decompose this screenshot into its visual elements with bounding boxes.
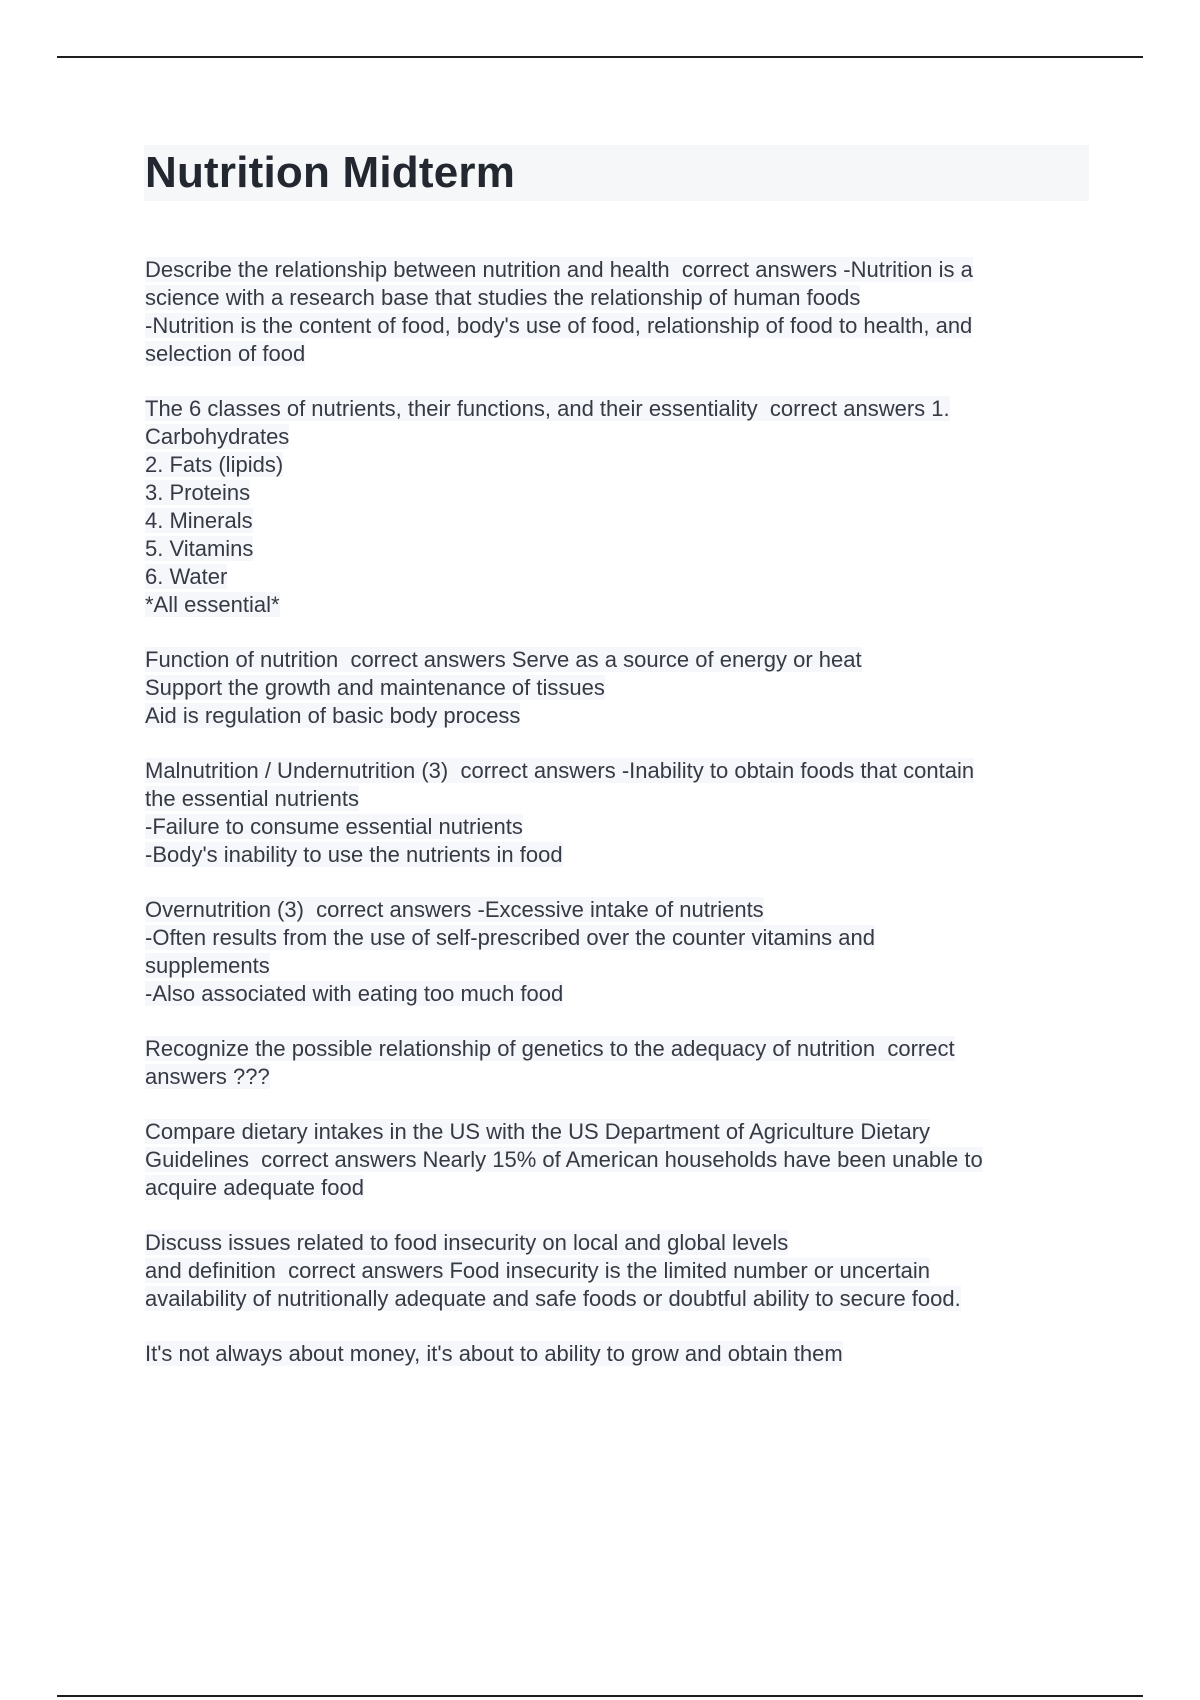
text-line: Discuss issues related to food insecurity on local and global levels <box>145 1230 789 1255</box>
qa-block <box>145 646 1090 730</box>
qa-block <box>145 896 1090 1008</box>
qa-block <box>145 1229 1090 1313</box>
text-line: Overnutrition (3) correct answers -Excessive intake of nutrients <box>145 897 764 922</box>
qa-block <box>145 1340 1090 1368</box>
text-line: 2. Fats (lipids) <box>145 452 284 477</box>
text-line: -Body's inability to use the nutrients in food <box>145 842 563 867</box>
text-line: 4. Minerals <box>145 508 253 533</box>
text-line: acquire adequate food <box>145 1175 364 1200</box>
bottom-rule <box>57 1695 1143 1697</box>
text-line: availability of nutritionally adequate and safe foods or doubtful ability to secure food. <box>145 1286 961 1311</box>
qa-block <box>145 1035 1090 1091</box>
text-line: Function of nutrition correct answers Serve as a source of energy or heat <box>145 647 862 672</box>
qa-block <box>145 395 1090 619</box>
text-line: Recognize the possible relationship of genetics to the adequacy of nutrition correct <box>145 1036 955 1061</box>
page-title: Nutrition Midterm <box>145 148 516 197</box>
text-line: -Failure to consume essential nutrients <box>145 814 523 839</box>
text-line: science with a research base that studies the relationship of human foods <box>145 285 861 310</box>
text-line: 3. Proteins <box>145 480 251 505</box>
text-line: It's not always about money, it's about to ability to grow and obtain them <box>145 1341 843 1366</box>
text-line: *All essential* <box>145 592 280 617</box>
text-line: 5. Vitamins <box>145 536 254 561</box>
qa-block <box>145 1118 1090 1202</box>
text-line: selection of food <box>145 341 306 366</box>
document-body <box>145 256 1090 1395</box>
text-line: 6. Water <box>145 564 228 589</box>
text-line: Guidelines correct answers Nearly 15% of American households have been unable to <box>145 1147 983 1172</box>
text-line: -Often results from the use of self-prescribed over the counter vitamins and <box>145 925 875 950</box>
text-line: Support the growth and maintenance of tissues <box>145 675 605 700</box>
qa-block <box>145 256 1090 368</box>
text-line: answers ??? <box>145 1064 270 1089</box>
text-line: Describe the relationship between nutrition and health correct answers -Nutrition is a <box>145 257 973 282</box>
text-line: the essential nutrients <box>145 786 360 811</box>
text-line: -Nutrition is the content of food, body's use of food, relationship of food to health, and <box>145 313 973 338</box>
text-line: Malnutrition / Undernutrition (3) correct answers -Inability to obtain foods that contain <box>145 758 975 783</box>
text-line: and definition correct answers Food insecurity is the limited number or uncertain <box>145 1258 931 1283</box>
top-rule <box>57 56 1143 58</box>
text-line: Compare dietary intakes in the US with the US Department of Agriculture Dietary <box>145 1119 931 1144</box>
text-line: Aid is regulation of basic body process <box>145 703 521 728</box>
text-line: supplements <box>145 953 270 978</box>
text-line: -Also associated with eating too much food <box>145 981 564 1006</box>
qa-block <box>145 757 1090 869</box>
text-line: The 6 classes of nutrients, their functions, and their essentiality correct answers 1. <box>145 396 950 421</box>
text-line: Carbohydrates <box>145 424 290 449</box>
